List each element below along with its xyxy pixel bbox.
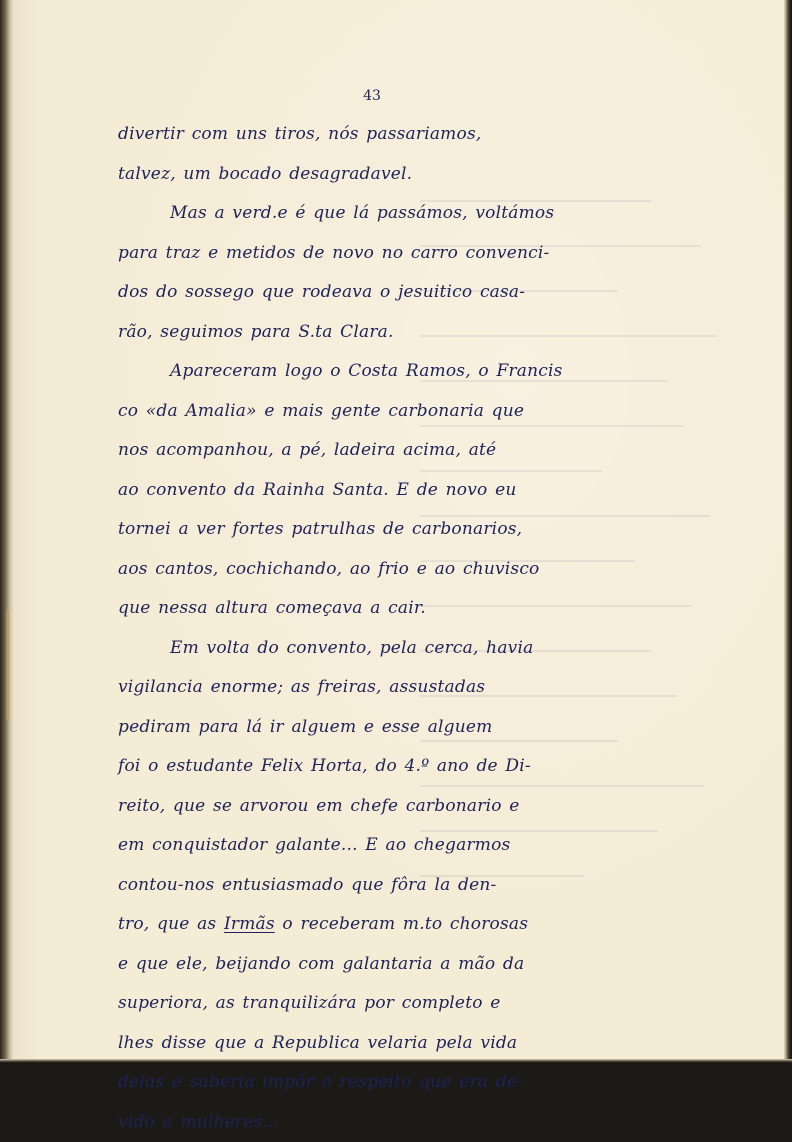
text-line-2: talvez, um bocado desagradavel. (118, 155, 638, 195)
text-line-14: Em volta do convento, pela cerca, havia (118, 629, 638, 669)
text-line-18: reito, que se arvorou em chefe carbonario e (118, 787, 638, 827)
text-line-7: Apareceram logo o Costa Ramos, o Francis (118, 352, 638, 392)
text-line-15: vigilancia enorme; as freiras, assustadas (118, 668, 638, 708)
text-line-24: lhes disse que a Republica velaria pela vida (118, 1024, 638, 1064)
text-line-11: tornei a ver fortes patrulhas de carbonarios, (118, 510, 638, 550)
text-line-21-start: tro, que as (118, 914, 224, 934)
text-line-12: aos cantos, cochichando, ao frio e ao chuvisco (118, 550, 638, 590)
text-line-26: vido a mulheres... (118, 1103, 638, 1142)
text-line-13: que nessa altura começava a cair. (118, 589, 638, 629)
handwritten-text-block (118, 115, 638, 1142)
text-line-10: ao convento da Rainha Santa. E de novo eu (118, 471, 638, 511)
text-line-9: nos acompanhou, a pé, ladeira acima, até (118, 431, 638, 471)
underlined-word: Irmãs (224, 914, 275, 934)
text-line-4: para traz e metidos de novo no carro convenci- (118, 234, 638, 274)
text-line-19: em conquistador galante... E ao chegarmos (118, 826, 638, 866)
page-binding-edge (0, 0, 14, 1064)
text-line-6: rão, seguimos para S.ta Clara. (118, 313, 638, 353)
page-number: 43 (352, 88, 392, 104)
text-line-5: dos do sossego que rodeava o jesuitico casa- (118, 273, 638, 313)
text-line-3: Mas a verd.e é que lá passámos, voltámos (118, 194, 638, 234)
text-line-20: contou-nos entusiasmado que fôra la den- (118, 866, 638, 906)
text-line-22: e que ele, beijando com galantaria a mão da (118, 945, 638, 985)
text-line-23: superiora, as tranquilizára por completo e (118, 984, 638, 1024)
text-line-25: delas e saberia impôr o respeito que era de- (118, 1063, 638, 1103)
text-line-17: foi o estudante Felix Horta, do 4.º ano de Di- (118, 747, 638, 787)
text-line-21-end: o receberam m.to chorosas (275, 914, 528, 934)
text-line-8: co «da Amalia» e mais gente carbonaria que (118, 392, 638, 432)
text-line-21 (118, 905, 638, 945)
scan-border-right (784, 0, 792, 1064)
text-line-16: pediram para lá ir alguem e esse alguem (118, 708, 638, 748)
text-line-1: divertir com uns tiros, nós passariamos, (118, 115, 638, 155)
binding-stain (6, 610, 9, 720)
